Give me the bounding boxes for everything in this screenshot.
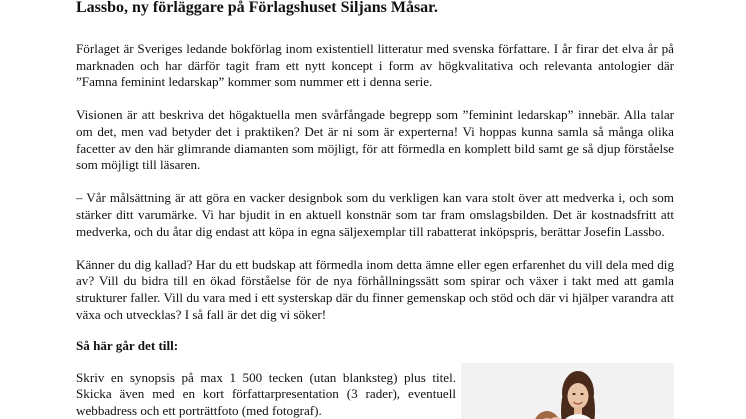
subheading: Så här går det till: [76,338,179,354]
paragraph-intro: Förlaget är Sveriges ledande bokförlag inom existentiell litteratur med svenska författare. I år firar det elva år på marknaden och har därför tagit fram ett nytt koncept i form av högkvalitativa och relevanta antologier där ”Famna feminint ledarskap” kommer som nummer ett i denna serie. [76,41,674,90]
paragraph-vision: Visionen är att beskriva det högaktuella men svårfångade begrepp som ”feminint ledarskap” innebär. Alla talar om det, men vad betyder det i praktiken? Det är ni som är experterna! Vi hoppas kunna samla så många olika facetter av den här glimrande diamanten som möjligt, för att förmedla en komplett bild samt ge så djup förståelse som möjligt till läsaren. [76,107,674,173]
paragraph-quote: – Vår målsättning är att göra en vacker designbok som du verkligen kan vara stolt över att medverka i, och som stärker ditt varumärke. Vi har bjudit in en aktuell konstnär som tar fram omslagsbilden. Det är kostnadsfritt att medverka, och du åtar dig endast att köpa in egna säljexemplar till rabatterat inköpspris, berättar Josefin Lassbo. [76,190,674,239]
paragraph-instructions: Skriv en synopsis på max 1 500 tecken (utan blanksteg) plus titel. Skicka även med en kort författarpresentation (3 rader), eventuell webbadress och ett porträttfoto (med fotograf). [76,369,456,418]
paragraph-call: Känner du dig kallad? Har du ett budskap att förmedla inom detta ämne eller egen erfarenhet du vill dela med dig av? Vill du bidra till en ökad förståelse för de nya förhållningssätt som spirar och växer i takt med att gamla strukturer faller. Vill du vara med i ett systerskap där du finner gemenskap och stöd och där vi hjälper varandra att växa och utvecklas? I så fall är det dig vi söker! [76,256,674,322]
portrait-illustration [461,363,674,419]
portrait-photo [461,363,674,419]
headline: Lassbo, ny förläggare på Förlagshuset Siljans Måsar. [76,0,438,16]
